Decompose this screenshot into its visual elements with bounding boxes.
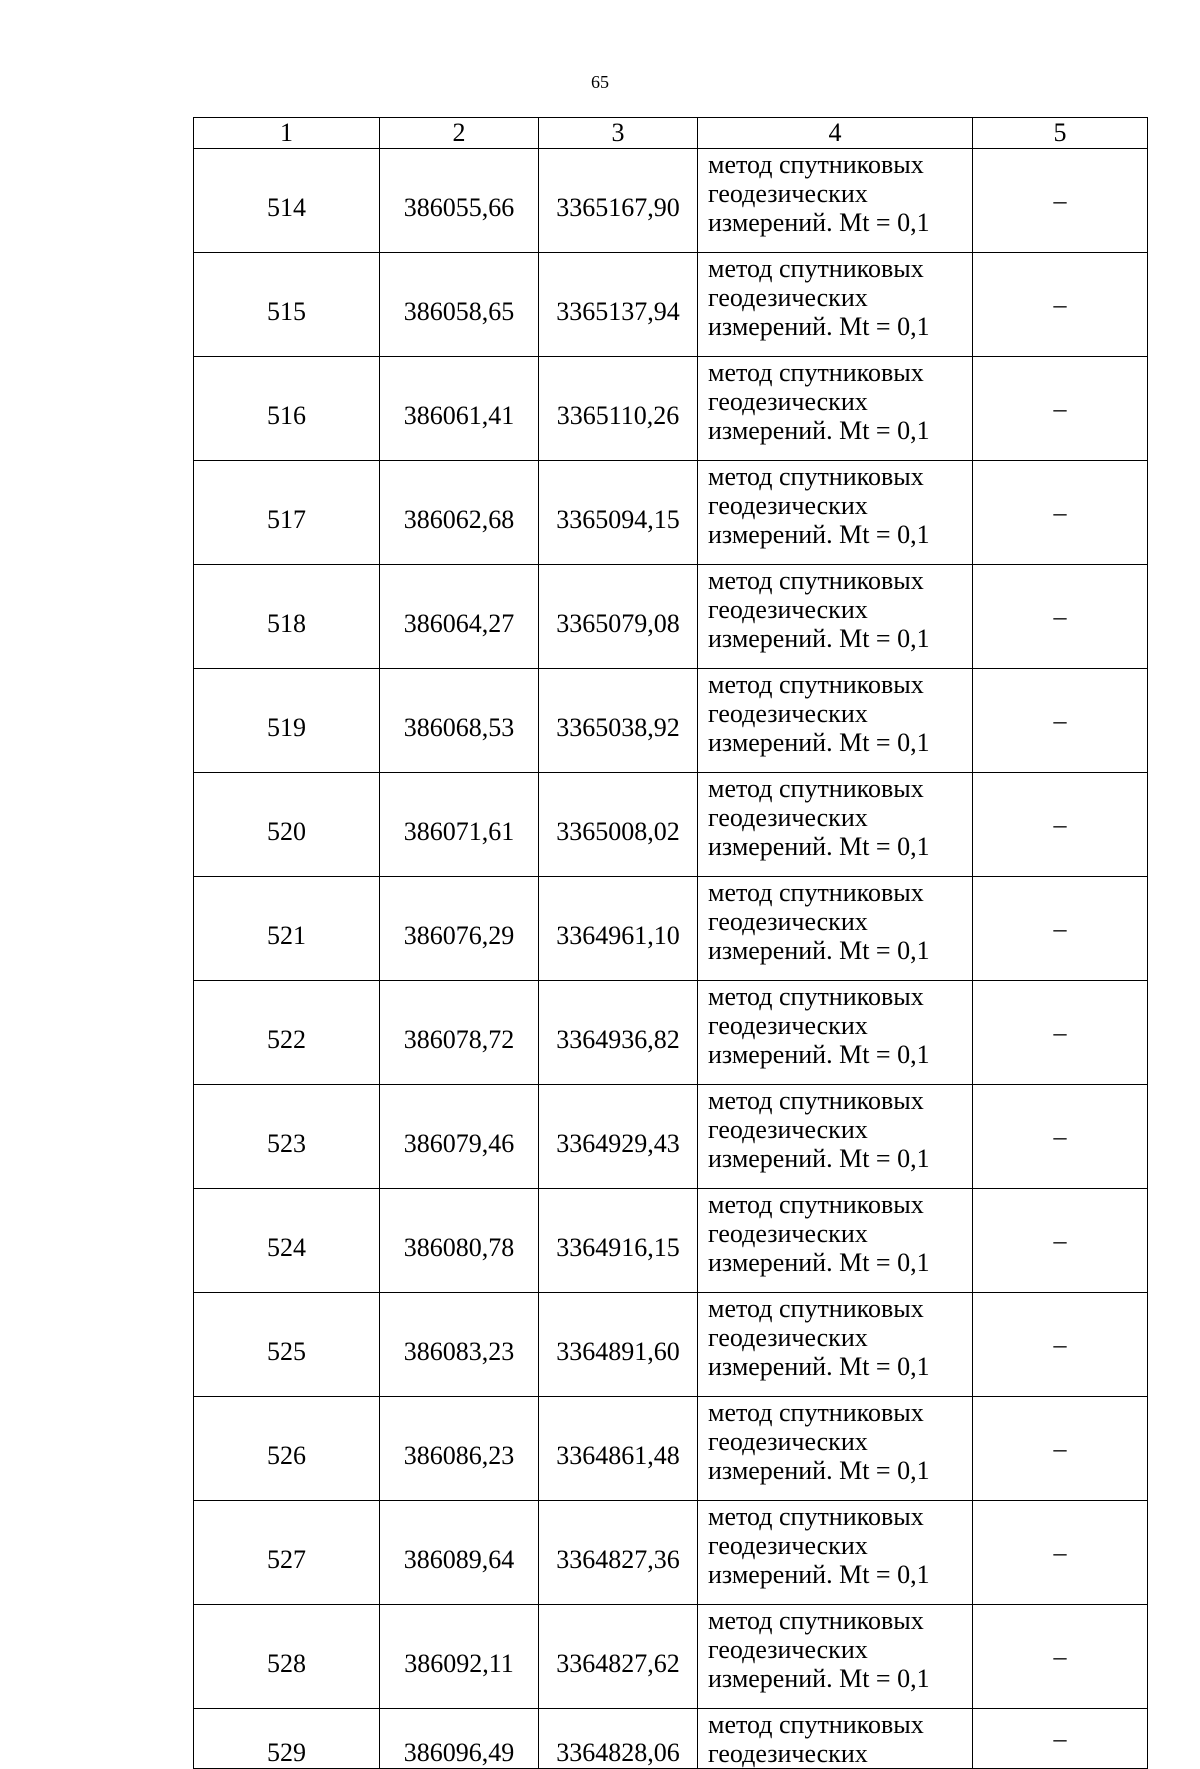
table-row — [194, 1085, 1148, 1189]
coordinate-x: 386064,27 — [380, 565, 539, 669]
table-row — [194, 149, 1148, 253]
note-cell: – — [973, 669, 1148, 773]
note-cell: – — [973, 1085, 1148, 1189]
table-row — [194, 981, 1148, 1085]
method-text-line: измерений. Mt = 0,1 — [708, 312, 930, 341]
coordinate-y: 3364916,15 — [539, 1189, 698, 1293]
point-number: 524 — [194, 1189, 380, 1293]
method-text-line: метод спутниковых — [708, 670, 924, 699]
coordinate-y: 3364936,82 — [539, 981, 698, 1085]
method-text-line: геодезических — [708, 1115, 868, 1144]
method-cell — [698, 461, 973, 565]
note-cell: – — [973, 1293, 1148, 1397]
note-cell: – — [973, 461, 1148, 565]
point-number: 529 — [194, 1709, 380, 1769]
coordinate-y: 3365008,02 — [539, 773, 698, 877]
method-text-line: геодезических — [708, 1011, 868, 1040]
method-text-line: измерений. Mt = 0,1 — [708, 624, 930, 653]
note-cell: – — [973, 1501, 1148, 1605]
table-row — [194, 1605, 1148, 1709]
method-text-line: метод спутниковых — [708, 358, 924, 387]
point-number: 521 — [194, 877, 380, 981]
coordinate-y: 3364827,36 — [539, 1501, 698, 1605]
method-text-line: геодезических — [708, 179, 868, 208]
method-text-line: метод спутниковых — [708, 1502, 924, 1531]
method-cell — [698, 149, 973, 253]
point-number: 516 — [194, 357, 380, 461]
method-text-line: измерений. Mt = 0,1 — [708, 1456, 930, 1485]
method-text-line: геодезических — [708, 803, 868, 832]
point-number: 514 — [194, 149, 380, 253]
method-text-line: измерений. Mt = 0,1 — [708, 728, 930, 757]
coordinate-y: 3365038,92 — [539, 669, 698, 773]
method-text-line: измерений. Mt = 0,1 — [708, 1144, 930, 1173]
coordinate-y: 3365110,26 — [539, 357, 698, 461]
coordinate-x: 386083,23 — [380, 1293, 539, 1397]
method-cell — [698, 1293, 973, 1397]
point-number: 528 — [194, 1605, 380, 1709]
point-number: 526 — [194, 1397, 380, 1501]
note-cell: – — [973, 253, 1148, 357]
table-row — [194, 1293, 1148, 1397]
table-row — [194, 357, 1148, 461]
coordinate-y: 3365167,90 — [539, 149, 698, 253]
table-row — [194, 461, 1148, 565]
coordinate-y: 3364961,10 — [539, 877, 698, 981]
method-text-line: метод спутниковых — [708, 982, 924, 1011]
method-text-line: геодезических — [708, 1531, 868, 1560]
coordinate-y: 3364861,48 — [539, 1397, 698, 1501]
method-text-line: метод спутниковых — [708, 462, 924, 491]
point-number: 527 — [194, 1501, 380, 1605]
method-text-line: геодезических — [708, 595, 868, 624]
column-header-4: 4 — [698, 118, 973, 149]
note-cell: – — [973, 1397, 1148, 1501]
method-cell — [698, 877, 973, 981]
method-text-line: измерений. Mt = 0,1 — [708, 936, 930, 965]
coordinate-x: 386055,66 — [380, 149, 539, 253]
table-row — [194, 1397, 1148, 1501]
method-text-line: метод спутниковых — [708, 1086, 924, 1115]
method-text-line: геодезических — [708, 699, 868, 728]
coordinate-x: 386089,64 — [380, 1501, 539, 1605]
method-text-line: измерений. Mt = 0,1 — [708, 1560, 930, 1589]
note-cell: – — [973, 565, 1148, 669]
table-row — [194, 877, 1148, 981]
point-number: 519 — [194, 669, 380, 773]
coordinate-x: 386078,72 — [380, 981, 539, 1085]
table-row — [194, 1189, 1148, 1293]
coordinate-x: 386058,65 — [380, 253, 539, 357]
method-text-line: измерений. Mt = 0,1 — [708, 832, 930, 861]
method-text-line: измерений. Mt = 0,1 — [708, 1248, 930, 1277]
point-number: 520 — [194, 773, 380, 877]
method-text-line: метод спутниковых — [708, 1606, 924, 1635]
method-text-line: геодезических — [708, 1427, 868, 1456]
method-text-line: метод спутниковых — [708, 1294, 924, 1323]
method-text-line: геодезических — [708, 1635, 868, 1664]
method-text-line: геодезических — [708, 907, 868, 936]
method-text-line: геодезических — [708, 1739, 868, 1768]
note-cell: – — [973, 877, 1148, 981]
method-cell — [698, 981, 973, 1085]
note-cell: – — [973, 1189, 1148, 1293]
method-cell — [698, 1501, 973, 1605]
point-number: 525 — [194, 1293, 380, 1397]
method-cell — [698, 1397, 973, 1501]
coordinate-y: 3365079,08 — [539, 565, 698, 669]
method-text-line: геодезических — [708, 1219, 868, 1248]
note-cell: – — [973, 149, 1148, 253]
method-text-line: геодезических — [708, 491, 868, 520]
method-cell — [698, 1085, 973, 1189]
point-number: 522 — [194, 981, 380, 1085]
method-text-line: метод спутниковых — [708, 878, 924, 907]
coordinate-y: 3364891,60 — [539, 1293, 698, 1397]
coordinate-x: 386092,11 — [380, 1605, 539, 1709]
note-cell: – — [973, 357, 1148, 461]
table-row — [194, 669, 1148, 773]
method-cell — [698, 253, 973, 357]
method-cell — [698, 1605, 973, 1709]
coordinate-x: 386086,23 — [380, 1397, 539, 1501]
method-text-line: измерений. Mt = 0,1 — [708, 208, 930, 237]
note-cell: – — [973, 981, 1148, 1085]
coordinate-y: 3365137,94 — [539, 253, 698, 357]
coordinate-x: 386080,78 — [380, 1189, 539, 1293]
point-number: 518 — [194, 565, 380, 669]
method-text-line: метод спутниковых — [708, 1398, 924, 1427]
column-header-3: 3 — [539, 118, 698, 149]
method-text-line: метод спутниковых — [708, 254, 924, 283]
method-cell — [698, 1709, 973, 1769]
coordinates-table — [193, 117, 1148, 1769]
table-header-row — [194, 118, 1148, 149]
method-cell — [698, 1189, 973, 1293]
table-row — [194, 565, 1148, 669]
coordinate-x: 386079,46 — [380, 1085, 539, 1189]
method-text-line: измерений. Mt = 0,1 — [708, 416, 930, 445]
method-text-line: измерений. Mt = 0,1 — [708, 1040, 930, 1069]
point-number: 523 — [194, 1085, 380, 1189]
note-cell: – — [973, 1605, 1148, 1709]
method-text-line: измерений. Mt = 0,1 — [708, 520, 930, 549]
page-number: 65 — [591, 72, 609, 92]
method-text-line: измерений. Mt = 0,1 — [708, 1352, 930, 1381]
note-cell: – — [973, 773, 1148, 877]
method-text-line: измерений. Mt = 0,1 — [708, 1664, 930, 1693]
coordinate-y: 3364828,06 — [539, 1709, 698, 1769]
method-text-line: геодезических — [708, 387, 868, 416]
method-text-line: геодезических — [708, 1323, 868, 1352]
coordinate-x: 386071,61 — [380, 773, 539, 877]
table-row — [194, 253, 1148, 357]
method-cell — [698, 357, 973, 461]
column-header-2: 2 — [380, 118, 539, 149]
table-row — [194, 1501, 1148, 1605]
table-row — [194, 773, 1148, 877]
method-cell — [698, 773, 973, 877]
method-text-line: метод спутниковых — [708, 1190, 924, 1219]
method-text-line: геодезических — [708, 283, 868, 312]
coordinate-x: 386068,53 — [380, 669, 539, 773]
coordinate-x: 386062,68 — [380, 461, 539, 565]
point-number: 515 — [194, 253, 380, 357]
coordinate-x: 386096,49 — [380, 1709, 539, 1769]
coordinate-y: 3365094,15 — [539, 461, 698, 565]
coordinate-y: 3364929,43 — [539, 1085, 698, 1189]
method-cell — [698, 669, 973, 773]
coordinate-x: 386061,41 — [380, 357, 539, 461]
method-cell — [698, 565, 973, 669]
column-header-5: 5 — [973, 118, 1148, 149]
table-row — [194, 1709, 1148, 1769]
coordinate-y: 3364827,62 — [539, 1605, 698, 1709]
method-text-line: метод спутниковых — [708, 1710, 924, 1739]
coordinate-x: 386076,29 — [380, 877, 539, 981]
column-header-1: 1 — [194, 118, 380, 149]
method-text-line: метод спутниковых — [708, 774, 924, 803]
note-cell: – — [973, 1709, 1148, 1769]
point-number: 517 — [194, 461, 380, 565]
method-text-line: метод спутниковых — [708, 566, 924, 595]
table-body — [194, 149, 1148, 1769]
method-text-line: метод спутниковых — [708, 150, 924, 179]
